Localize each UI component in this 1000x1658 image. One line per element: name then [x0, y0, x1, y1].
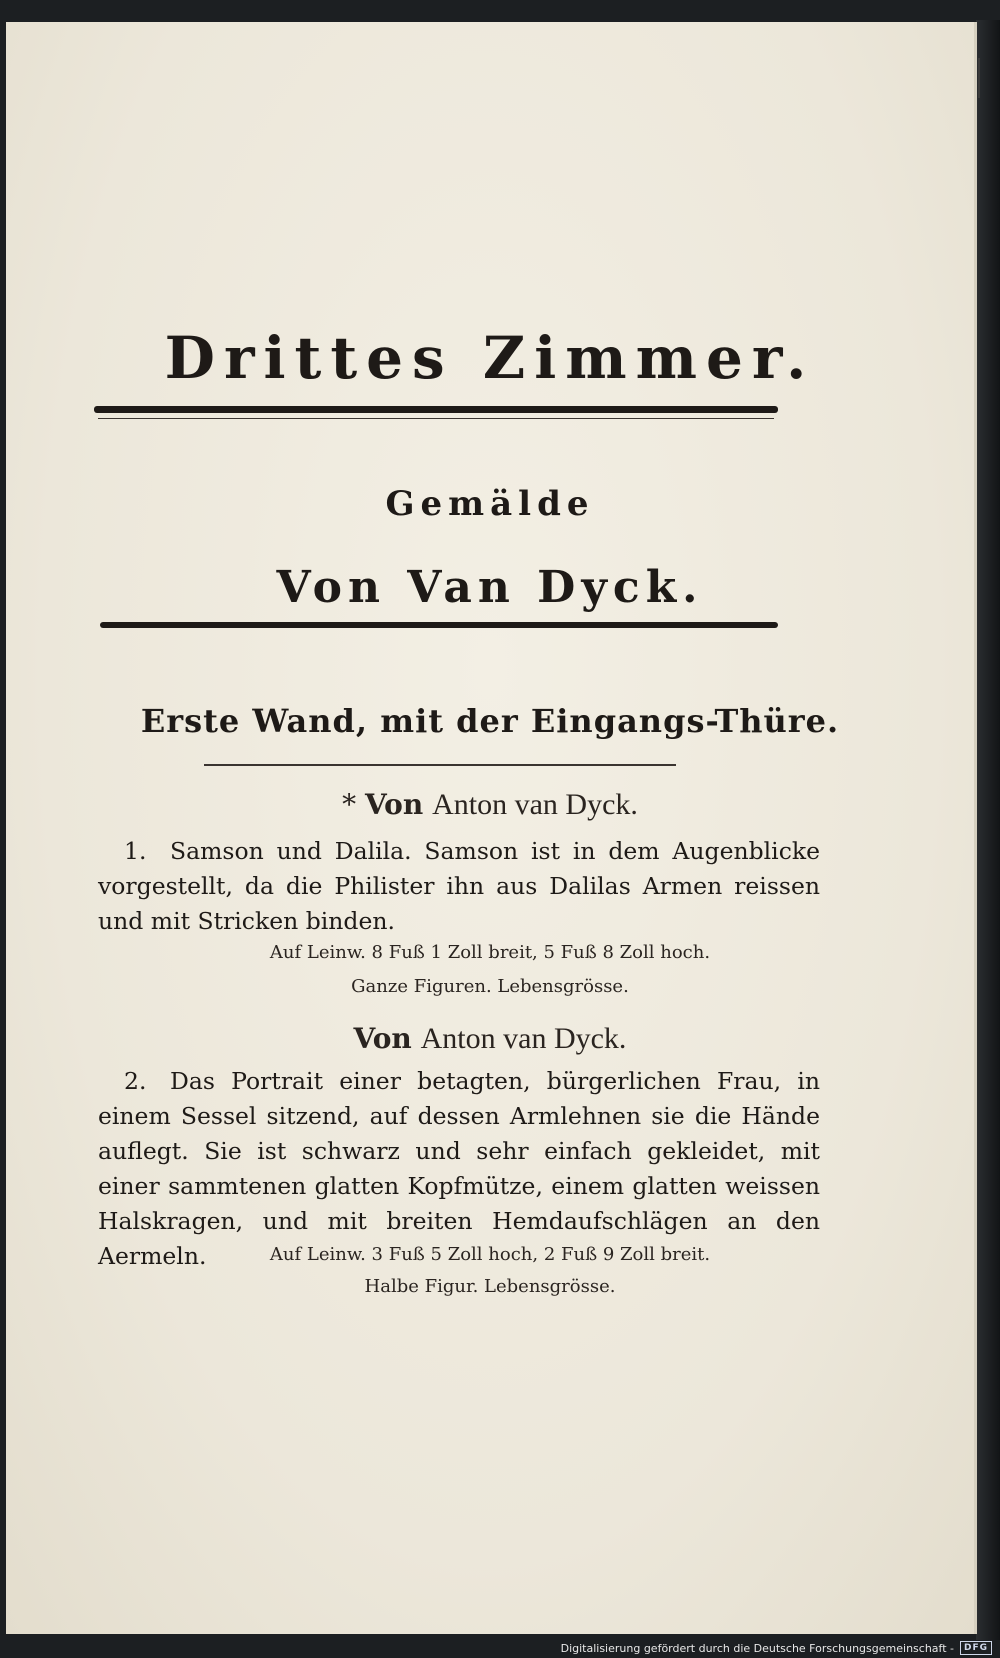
entry-number: 1.	[124, 837, 147, 865]
entry-number: 2.	[124, 1067, 147, 1095]
page-edge-mark	[978, 58, 980, 98]
section-rule	[204, 764, 676, 766]
dfg-logo: DFG	[960, 1641, 992, 1655]
entry-author	[6, 1022, 974, 1056]
page-title: Drittes Zimmer.	[164, 324, 816, 392]
author-name: Anton van Dyck.	[420, 1022, 627, 1055]
book-edge	[976, 20, 1000, 1640]
subtitle-rule	[100, 622, 778, 628]
book-page	[6, 22, 977, 1634]
title-rule	[94, 406, 778, 413]
section-heading: Erste Wand, mit der Eingangs-Thüre.	[140, 702, 840, 740]
entry-description: Samson und Dalila. Samson ist in dem Augenblicke vorgestellt, da die Philister ihn aus Dalilas Armen reissen und mit Stricken binden.	[98, 837, 820, 935]
credit-text: Digitalisierung gefördert durch die Deutsche Forschungsgemeinschaft -	[560, 1641, 954, 1655]
entry-description: Das Portrait einer betagten, bürgerlichen Frau, in einem Sessel sitzend, auf dessen Armlehnen sie die Hände auflegt. Sie ist schwarz und sehr einfach gekleidet, mit einer sammtenen glatten Kopfmütze, einem glatten weissen Halskragen, und mit breiten Hemdaufschlägen an den Aermeln.	[98, 1067, 820, 1270]
entry-text	[98, 1064, 820, 1274]
entry-marker: *	[342, 788, 357, 821]
title-rule-shadow	[98, 418, 774, 419]
author-prefix: Von	[365, 788, 424, 821]
entry-dimensions: Auf Leinw. 8 Fuß 1 Zoll breit, 5 Fuß 8 Zoll hoch.	[269, 942, 711, 963]
author-name: Anton van Dyck.	[432, 788, 638, 821]
author-prefix: Von	[353, 1022, 412, 1055]
entry-figures: Halbe Figur. Lebensgrösse.	[364, 1276, 616, 1297]
entry-text	[98, 834, 820, 939]
subtitle-painter: Von Van Dyck.	[276, 562, 704, 613]
subtitle-gemaelde: Gemälde	[385, 484, 595, 524]
entry-dimensions: Auf Leinw. 3 Fuß 5 Zoll hoch, 2 Fuß 9 Zoll breit.	[269, 1244, 711, 1265]
digitization-credit	[561, 1640, 992, 1656]
entry-author	[6, 788, 974, 822]
entry-figures: Ganze Figuren. Lebensgrösse.	[351, 976, 629, 997]
